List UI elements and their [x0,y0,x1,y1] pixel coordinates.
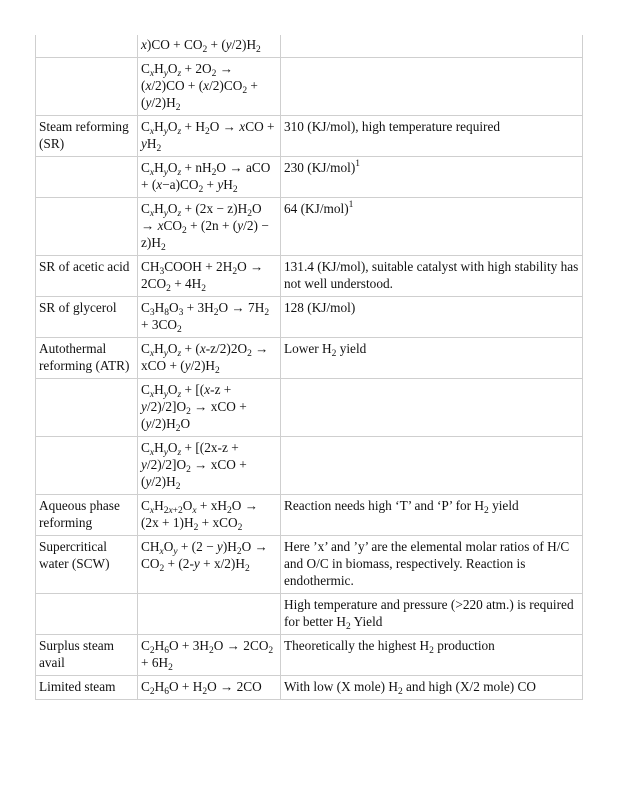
process-cell: Steam reforming (SR) [36,116,138,157]
reaction-cell: $C_3H_8O_3 + 3H_2O \to 7H_2 + 3CO_2$ [138,297,281,338]
remarks-cell [281,437,583,495]
table-row [36,58,583,116]
reaction-cell: $CH_3COOH + 2H_2O \to 2CO_2 + 4H_2$ [138,256,281,297]
process-cell [36,198,138,256]
table-row [36,635,583,676]
process-cell: SR of acetic acid [36,256,138,297]
reaction-cell: $C_xH_yO_z + (2x - z)H_2O \to xCO_2 + (2n + (y/2) - z)H_2$ [138,198,281,256]
reaction-cell: $x)CO + CO_2 + (y/2)H_2$ [138,35,281,58]
remarks-cell: 310 (KJ/mol), high temperature required [281,116,583,157]
table-row [36,157,583,198]
table-row [36,35,583,58]
remarks-cell [281,35,583,58]
remarks-cell: Reaction needs high ‘T’ and ‘P’ for $H_2$ yield [281,495,583,536]
table-body [36,35,583,700]
reaction-cell: $C_2H_6O + H_2O \to 2CO$ [138,676,281,700]
table-row [36,676,583,700]
page-bottom-margin [0,763,617,800]
process-cell: Supercritical water (SCW) [36,536,138,594]
reaction-cell: $C_xH_yO_z + 2O_2 \to (x/2)CO + (x/2)CO_2 + (y/2)H_2$ [138,58,281,116]
table-row [36,437,583,495]
process-cell [36,35,138,58]
table-row [36,256,583,297]
table-row [36,379,583,437]
remarks-cell [281,58,583,116]
process-cell [36,379,138,437]
reaction-cell: $C_xH_yO_z + (x-z/2)2O_2$ → xCO + $(y/2)H_2$ [138,338,281,379]
process-cell [36,437,138,495]
remarks-cell: High temperature and pressure (>220 atm.) is required for better $H_2$ Yield [281,594,583,635]
remarks-cell: Lower $H_2$ yield [281,338,583,379]
table-row [36,116,583,157]
reaction-cell: $C_xH_yO_z + nH_2O$ → aCO + $(x-a)CO_2 + yH_2$ [138,157,281,198]
reaction-cell: $C_xH_yO_z + [(x-z + y/2)/2]O_2$ → xCO + $(y/2)H_2O$ [138,379,281,437]
remarks-cell: 131.4 (KJ/mol), suitable catalyst with high stability has not well understood. [281,256,583,297]
process-cell: Limited steam [36,676,138,700]
process-cell [36,58,138,116]
remarks-cell: Theoretically the highest $H_2$ production [281,635,583,676]
process-cell: Surplus steam avail [36,635,138,676]
process-cell: Aqueous phase reforming [36,495,138,536]
table-row [36,536,583,594]
reaction-cell: $CH_xO_y + (2 - y)H_2O \to CO_2 + (2-y + x/2)H_2$ [138,536,281,594]
remarks-cell: 230 $(KJ/mol)^1$ [281,157,583,198]
table-row [36,297,583,338]
remarks-cell: 64 $(KJ/mol)^1$ [281,198,583,256]
reaction-cell: $C_xH_yO_z + H_2O$ → xCO + $yH_2$ [138,116,281,157]
process-cell: Autothermal reforming (ATR) [36,338,138,379]
reaction-cell: $C_xH_yO_z + [(2x-z + y/2)/2]O_2$ → xCO + $(y/2)H_2$ [138,437,281,495]
table-row [36,338,583,379]
table-row [36,198,583,256]
remarks-cell: Here ’x’ and ’y’ are the elemental molar ratios of H/C and O/C in biomass, respectively. Reaction is endothermic. [281,536,583,594]
hydrogen-production-table [35,35,583,700]
process-cell [36,594,138,635]
remarks-cell [281,379,583,437]
table-row [36,594,583,635]
process-cell: SR of glycerol [36,297,138,338]
reaction-cell: $C_2H_6O + 3H_2O \to 2CO_2 + 6H_2$ [138,635,281,676]
table-row [36,495,583,536]
reaction-cell [138,594,281,635]
process-cell [36,157,138,198]
reaction-cell: $C_xH_{2x+2}O_x + xH_2O \to (2x + 1)H_2 + xCO_2$ [138,495,281,536]
remarks-cell: With low (X mole) $H_2$ and high (X/2 mole) CO [281,676,583,700]
remarks-cell: 128 (KJ/mol) [281,297,583,338]
